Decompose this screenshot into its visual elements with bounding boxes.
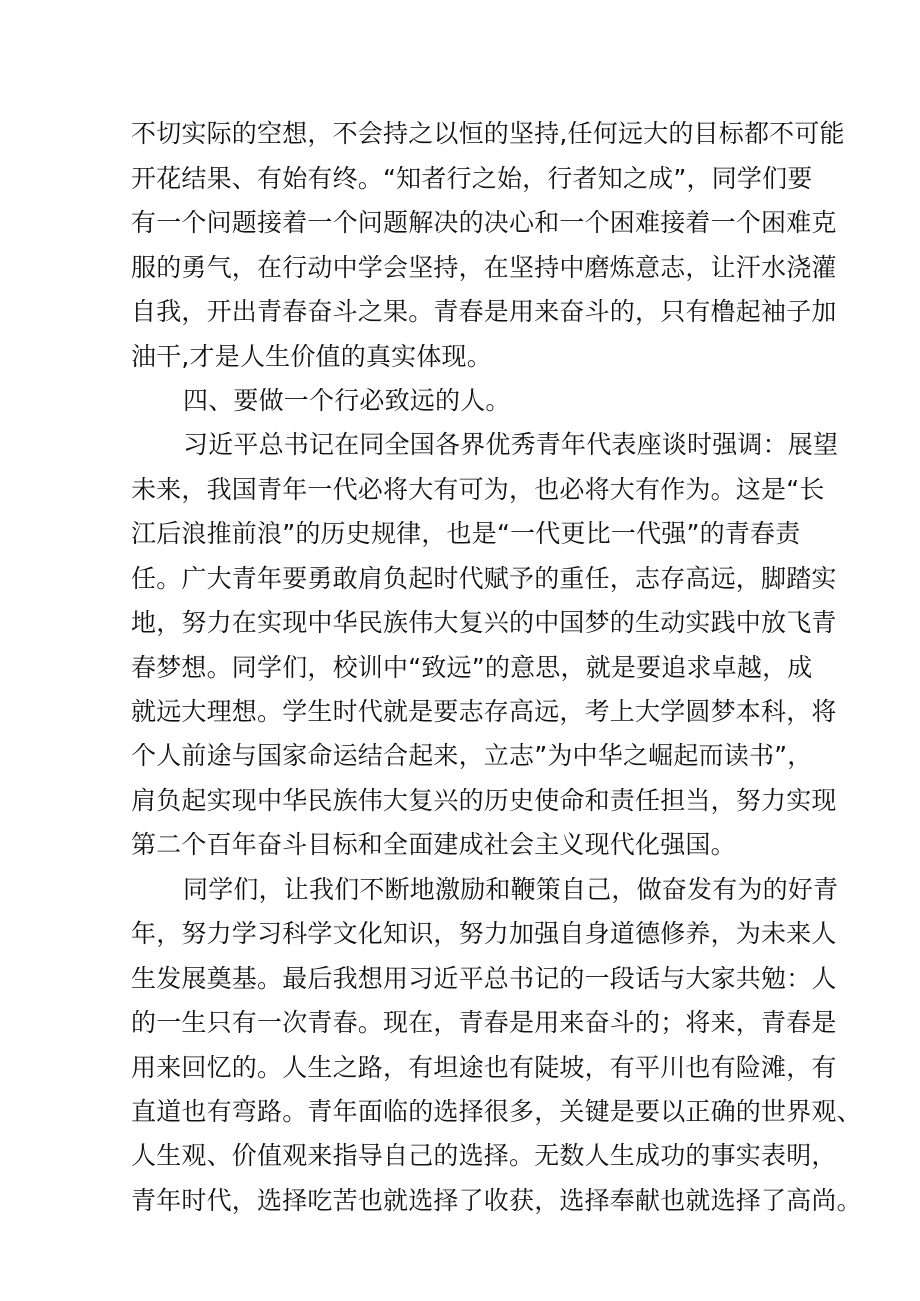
text-line: 肩负起实现中华民族伟大复兴的历史使命和责任担当，努力实现 <box>131 786 837 815</box>
text-line: 的一生只有一次青春。现在，青春是用来奋斗的；将来，青春是 <box>131 1008 837 1037</box>
paragraph-first-line: 同学们，让我们不断地激励和鞭策自己，做奋发有为的好青 <box>183 875 839 904</box>
text-line: 直道也有弯路。青年面临的选择很多，关键是要以正确的世界观、 <box>131 1097 862 1126</box>
text-line: 青年时代，选择吃苦也就选择了收获，选择奉献也就选择了高尚。 <box>131 1186 862 1215</box>
text-line: 不切实际的空想，不会持之以恒的坚持,任何远大的目标都不可能 <box>131 119 845 148</box>
text-line: 服的勇气，在行动中学会坚持，在坚持中磨炼意志，让汗水浇灌 <box>131 253 837 282</box>
text-line: 第二个百年奋斗目标和全面建成社会主义现代化强国。 <box>131 830 736 859</box>
text-line: 自我，开出青春奋斗之果。青春是用来奋斗的，只有橹起袖子加 <box>131 297 837 326</box>
text-line: 有一个问题接着一个问题解决的决心和一个困难接着一个困难克 <box>131 208 837 237</box>
text-line: 春梦想。同学们，校训中“致远”的意思，就是要追求卓越，成 <box>131 653 813 682</box>
text-line: 人生观、价值观来指导自己的选择。无数人生成功的事实表明， <box>131 1141 837 1170</box>
text-line: 用来回忆的。人生之路，有坦途也有陡坡，有平川也有险滩，有 <box>131 1053 837 1082</box>
text-line: 个人前途与国家命运结合起来，立志”为中华之崛起而读书”， <box>131 741 813 770</box>
text-line: 任。广大青年要勇敢肩负起时代赋予的重任，志存高远，脚踏实 <box>131 564 837 593</box>
text-line: 年，努力学习科学文化知识，努力加强自身道德修养，为未来人 <box>131 919 837 948</box>
section-heading: 四、要做一个行必致远的人。 <box>183 386 511 415</box>
paragraph-first-line: 习近平总书记在同全国各界优秀青年代表座谈时强调：展望 <box>183 430 839 459</box>
text-line: 开花结果、有始有终。“知者行之始，行者知之成”，同学们要 <box>131 164 813 193</box>
text-line: 就远大理想。学生时代就是要志存高远，考上大学圆梦本科，将 <box>131 697 837 726</box>
text-line: 油干,才是人生价值的真实体现。 <box>131 342 492 371</box>
text-line: 江后浪推前浪”的历史规律，也是“一代更比一代强”的青春责 <box>131 519 801 548</box>
text-line: 生发展奠基。最后我想用习近平总书记的一段话与大家共勉：人 <box>131 964 837 993</box>
text-line: 地，努力在实现中华民族伟大复兴的中国梦的生动实践中放飞青 <box>131 608 837 637</box>
text-line: 未来，我国青年一代必将大有可为，也必将大有作为。这是“长 <box>131 475 825 504</box>
